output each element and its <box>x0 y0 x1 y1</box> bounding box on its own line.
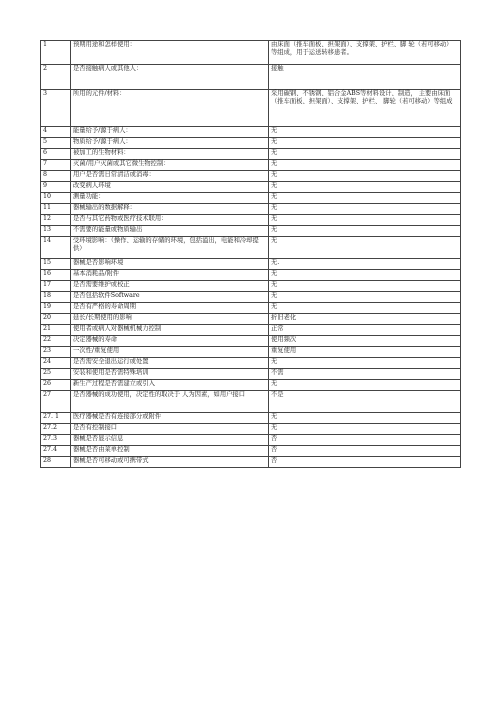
answer-cell: 无 <box>269 358 461 369</box>
table-row <box>41 391 461 413</box>
question-cell: 决定器械的寿命 <box>71 336 269 347</box>
row-number-cell: 2 <box>41 65 71 90</box>
question-cell: 用户是否需日常清洁或消毒： <box>71 171 269 182</box>
answer-cell: 无. <box>269 259 461 270</box>
row-number-cell: 27.2 <box>41 424 71 435</box>
row-number-cell: 9 <box>41 182 71 193</box>
row-number-cell: 3 <box>41 90 71 127</box>
row-number-cell: 11 <box>41 204 71 215</box>
table-row <box>41 314 461 325</box>
row-number-cell: 27. 1 <box>41 413 71 424</box>
answer-cell: 无 <box>269 226 461 237</box>
question-cell: 是否与其它药物或医疗技术联用： <box>71 215 269 226</box>
row-number-cell: 6 <box>41 149 71 160</box>
answer-cell: 重复使用 <box>269 347 461 358</box>
table-row <box>41 65 461 90</box>
table-row <box>41 237 461 259</box>
table-row <box>41 369 461 380</box>
table-row <box>41 90 461 127</box>
question-cell: 能量给予/源于病人： <box>71 127 269 138</box>
table-row <box>41 457 461 468</box>
table-row <box>41 435 461 446</box>
answer-cell: 否 <box>269 457 461 468</box>
table-row <box>41 41 461 65</box>
answer-cell: 无 <box>269 171 461 182</box>
question-cell: 是否有严格的寿命周期 <box>71 303 269 314</box>
question-cell: 器械是否影响环境 <box>71 259 269 270</box>
question-cell: 是否包括软件Software <box>71 292 269 303</box>
row-number-cell: 26 <box>41 380 71 391</box>
table-row <box>41 303 461 314</box>
question-cell: 使用者或病人对器械机械力控制 <box>71 325 269 336</box>
table-row <box>41 149 461 160</box>
table-row <box>41 446 461 457</box>
row-number-cell: 1 <box>41 41 71 65</box>
answer-cell: 无 <box>269 193 461 204</box>
answer-cell: 否 <box>269 435 461 446</box>
row-number-cell: 25 <box>41 369 71 380</box>
table-row <box>41 281 461 292</box>
answer-cell: 无 <box>269 303 461 314</box>
answer-cell: 无 <box>269 281 461 292</box>
question-cell: 是否需要维护或校正 <box>71 281 269 292</box>
row-number-cell: 18 <box>41 292 71 303</box>
question-cell: 灭菌/用户灭菌或其它微生物控制： <box>71 160 269 171</box>
question-cell: 安装和使用是否需特殊培训 <box>71 369 269 380</box>
row-number-cell: 23 <box>41 347 71 358</box>
answer-cell: 无 <box>269 182 461 193</box>
table-row <box>41 259 461 270</box>
question-cell: 是否接触病人或其他人： <box>71 65 269 90</box>
question-cell: 是否有控制接口 <box>71 424 269 435</box>
table-row <box>41 347 461 358</box>
answer-cell: 否 <box>269 446 461 457</box>
row-number-cell: 7 <box>41 160 71 171</box>
table-row <box>41 358 461 369</box>
row-number-cell: 14 <box>41 237 71 259</box>
answer-cell: 接触 <box>269 65 461 90</box>
row-number-cell: 15 <box>41 259 71 270</box>
row-number-cell: 24 <box>41 358 71 369</box>
question-cell: 医疗器械是否有连接部分或附件 <box>71 413 269 424</box>
answer-cell: 无 <box>269 138 461 149</box>
question-cell: 器械是否可移动或可携带式 <box>71 457 269 468</box>
table-row <box>41 325 461 336</box>
table-row <box>41 215 461 226</box>
question-cell: 是否器械的成功使用，决定性的取决于 人为因素，如用户接口 <box>71 391 269 413</box>
question-cell: 物质给予/源于病人： <box>71 138 269 149</box>
risk-analysis-table <box>40 40 461 468</box>
table-row <box>41 380 461 391</box>
answer-cell: 正常 <box>269 325 461 336</box>
answer-cell: 无 <box>269 127 461 138</box>
table-row <box>41 226 461 237</box>
answer-cell: 采用碳钢、不锈钢、铝合金ABS等材料设计、制造， 主要由床面（推车面板、担架面）、支撑架、护栏、 脚轮（若可移动）等组成 <box>269 90 461 127</box>
row-number-cell: 17 <box>41 281 71 292</box>
answer-cell: 无 <box>269 204 461 215</box>
table-row <box>41 182 461 193</box>
table-row <box>41 138 461 149</box>
question-cell: 延长/长期使用的影响 <box>71 314 269 325</box>
answer-cell: 无 <box>269 149 461 160</box>
table-row <box>41 127 461 138</box>
row-number-cell: 21 <box>41 325 71 336</box>
answer-cell: 折旧老化 <box>269 314 461 325</box>
row-number-cell: 8 <box>41 171 71 182</box>
answer-cell: 无 <box>269 270 461 281</box>
question-cell: 所用的元件/材料： <box>71 90 269 127</box>
question-cell: 一次性/重复使用 <box>71 347 269 358</box>
table-row <box>41 424 461 435</box>
question-cell: 受环境影响：（操作、运输的存储的环境，包括溢出，电能和冷却提供） <box>71 237 269 259</box>
row-number-cell: 20 <box>41 314 71 325</box>
row-number-cell: 16 <box>41 270 71 281</box>
row-number-cell: 27.4 <box>41 446 71 457</box>
row-number-cell: 4 <box>41 127 71 138</box>
answer-cell: 使用频次 <box>269 336 461 347</box>
row-number-cell: 28 <box>41 457 71 468</box>
question-cell: 是否需安全退出运行或处置 <box>71 358 269 369</box>
row-number-cell: 12 <box>41 215 71 226</box>
table-row <box>41 193 461 204</box>
question-cell: 测量功能： <box>71 193 269 204</box>
answer-cell: 无 <box>269 237 461 259</box>
question-cell: 被加工的生物材料： <box>71 149 269 160</box>
table-body <box>41 41 461 468</box>
answer-cell: 无 <box>269 215 461 226</box>
answer-cell: 无 <box>269 160 461 171</box>
question-cell: 改变病人环境 <box>71 182 269 193</box>
question-cell: 基本消耗品/附件 <box>71 270 269 281</box>
answer-cell: 无 <box>269 292 461 303</box>
table-row <box>41 160 461 171</box>
question-cell: 器械输出的数据解释： <box>71 204 269 215</box>
answer-cell: 无 <box>269 413 461 424</box>
question-cell: 新生产过程是否需建立或引入 <box>71 380 269 391</box>
table-row <box>41 171 461 182</box>
row-number-cell: 5 <box>41 138 71 149</box>
answer-cell: 无 <box>269 380 461 391</box>
table-row <box>41 204 461 215</box>
question-cell: 不需要的能量或物质输出 <box>71 226 269 237</box>
row-number-cell: 22 <box>41 336 71 347</box>
question-cell: 预期用途和怎样使用： <box>71 41 269 65</box>
answer-cell: 无 <box>269 424 461 435</box>
row-number-cell: 27.3 <box>41 435 71 446</box>
answer-cell: 不是 <box>269 391 461 413</box>
table-row <box>41 292 461 303</box>
row-number-cell: 13 <box>41 226 71 237</box>
row-number-cell: 19 <box>41 303 71 314</box>
answer-cell: 不需 <box>269 369 461 380</box>
question-cell: 器械是否显示信息 <box>71 435 269 446</box>
row-number-cell: 10 <box>41 193 71 204</box>
table-row <box>41 270 461 281</box>
question-cell: 器械是否由菜单控制 <box>71 446 269 457</box>
row-number-cell: 27 <box>41 391 71 413</box>
answer-cell: 由床面（推车面板、担架面）、支撑架、护栏、脚 轮（若可移动）等组成，用于运送转移患者。 <box>269 41 461 65</box>
table-row <box>41 336 461 347</box>
table-row <box>41 413 461 424</box>
